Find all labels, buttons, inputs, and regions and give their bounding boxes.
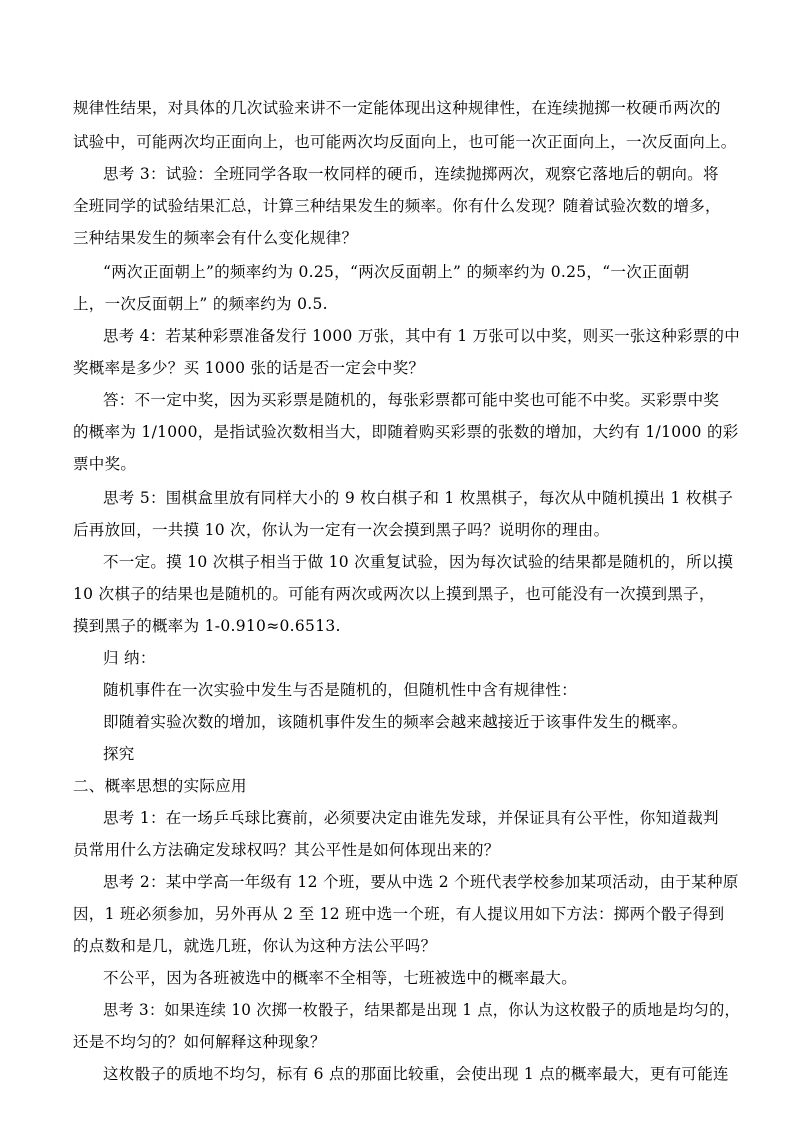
body-text-line: 票中奖。	[73, 455, 137, 473]
body-text-line: 10 次棋子的结果也是随机的。可能有两次或两次以上摸到黑子，也可能没有一次摸到黑子，	[73, 585, 715, 603]
paragraph-think-2: 思考 2：某中学高一年级有 12 个班，要从中选 2 个班代表学校参加某项活动，由于某种原	[103, 873, 739, 891]
body-text-line: 上，一次反面朝上” 的频率约为 0.5.	[73, 295, 328, 313]
body-text-line: 摸到黑子的概率为 1-0.910≈0.6513.	[73, 617, 341, 635]
body-text-line: 员常用什么方法确定发球权吗？其公平性是如何体现出来的？	[73, 841, 500, 859]
paragraph-answer-3: “两次正面朝上”的频率约为 0.25，“两次反面朝上” 的频率约为 0.25，“一次正面朝	[103, 263, 690, 281]
body-text-line: 因，1 班必须参加，另外再从 2 至 12 班中选一个班，有人提议用如下方法：掷两个骰子得到	[73, 905, 725, 923]
summary-text-line: 即随着实验次数的增加，该随机事件发生的频率会越来越接近于该事件发生的概率。	[103, 713, 688, 731]
body-text-line: 还是不均匀的？如何解释这种现象？	[73, 1033, 326, 1051]
body-text-line: 奖概率是多少？买 1000 张的话是否一定会中奖？	[73, 359, 425, 377]
explore-heading: 探究	[103, 745, 135, 763]
paragraph-think-5: 思考 5：围棋盒里放有同样大小的 9 枚白棋子和 1 枚黑棋子，每次从中随机摸出 1 枚棋子	[103, 489, 734, 507]
body-text-line: 的点数和是几，就选几班，你认为这种方法公平吗？	[73, 937, 437, 955]
paragraph-think-1: 思考 1：在一场乒乓球比赛前，必须要决定由谁先发球，并保证具有公平性，你知道裁判	[103, 809, 719, 827]
body-text-line: 全班同学的试验结果汇总，计算三种结果发生的频率。你有什么发现？随着试验次数的增多，	[73, 197, 721, 215]
body-text-line: 的概率为 1/1000，是指试验次数相当大，即随着购买彩票的张数的增加，大约有 1/1000 的彩	[73, 423, 739, 441]
paragraph-answer-5: 不一定。摸 10 次棋子相当于做 10 次重复试验，因为每次试验的结果都是随机的，所以摸	[103, 553, 734, 571]
summary-text-line: 随机事件在一次实验中发生与否是随机的，但随机性中含有规律性：	[103, 681, 578, 699]
body-text-line: 试验中，可能两次均正面向上，也可能两次均反面向上，也可能一次正面向上，一次反面向上。	[73, 133, 737, 151]
paragraph-think-4: 思考 4：若某种彩票准备发行 1000 万张，其中有 1 万张可以中奖，则买一张这种彩票的中	[103, 327, 740, 345]
body-text-line: 三种结果发生的频率会有什么变化规律？	[73, 229, 358, 247]
summary-heading: 归 纳：	[103, 649, 156, 667]
body-text-line: 后再放回，一共摸 10 次，你认为一定有一次会摸到黑子吗？说明你的理由。	[73, 521, 610, 539]
paragraph-answer-3b: 这枚骰子的质地不均匀，标有 6 点的那面比较重，会使出现 1 点的概率最大，更有可能连	[103, 1065, 729, 1083]
paragraph-answer-2: 不公平，因为各班被选中的概率不全相等，七班被选中的概率最大。	[103, 969, 578, 987]
paragraph-think-3: 思考 3：试验：全班同学各取一枚同样的硬币，连续抛掷两次，观察它落地后的朝向。将	[103, 165, 719, 183]
body-text-line: 规律性结果，对具体的几次试验来讲不一定能体现出这种规律性，在连续抛掷一枚硬币两次的	[73, 99, 721, 117]
section-heading: 二、概率思想的实际应用	[73, 777, 247, 795]
paragraph-answer-4: 答：不一定中奖，因为买彩票是随机的，每张彩票都可能中奖也可能不中奖。买彩票中奖	[103, 391, 720, 409]
paragraph-think-3b: 思考 3：如果连续 10 次掷一枚骰子，结果都是出现 1 点，你认为这枚骰子的质地是均匀的，	[103, 1001, 740, 1019]
